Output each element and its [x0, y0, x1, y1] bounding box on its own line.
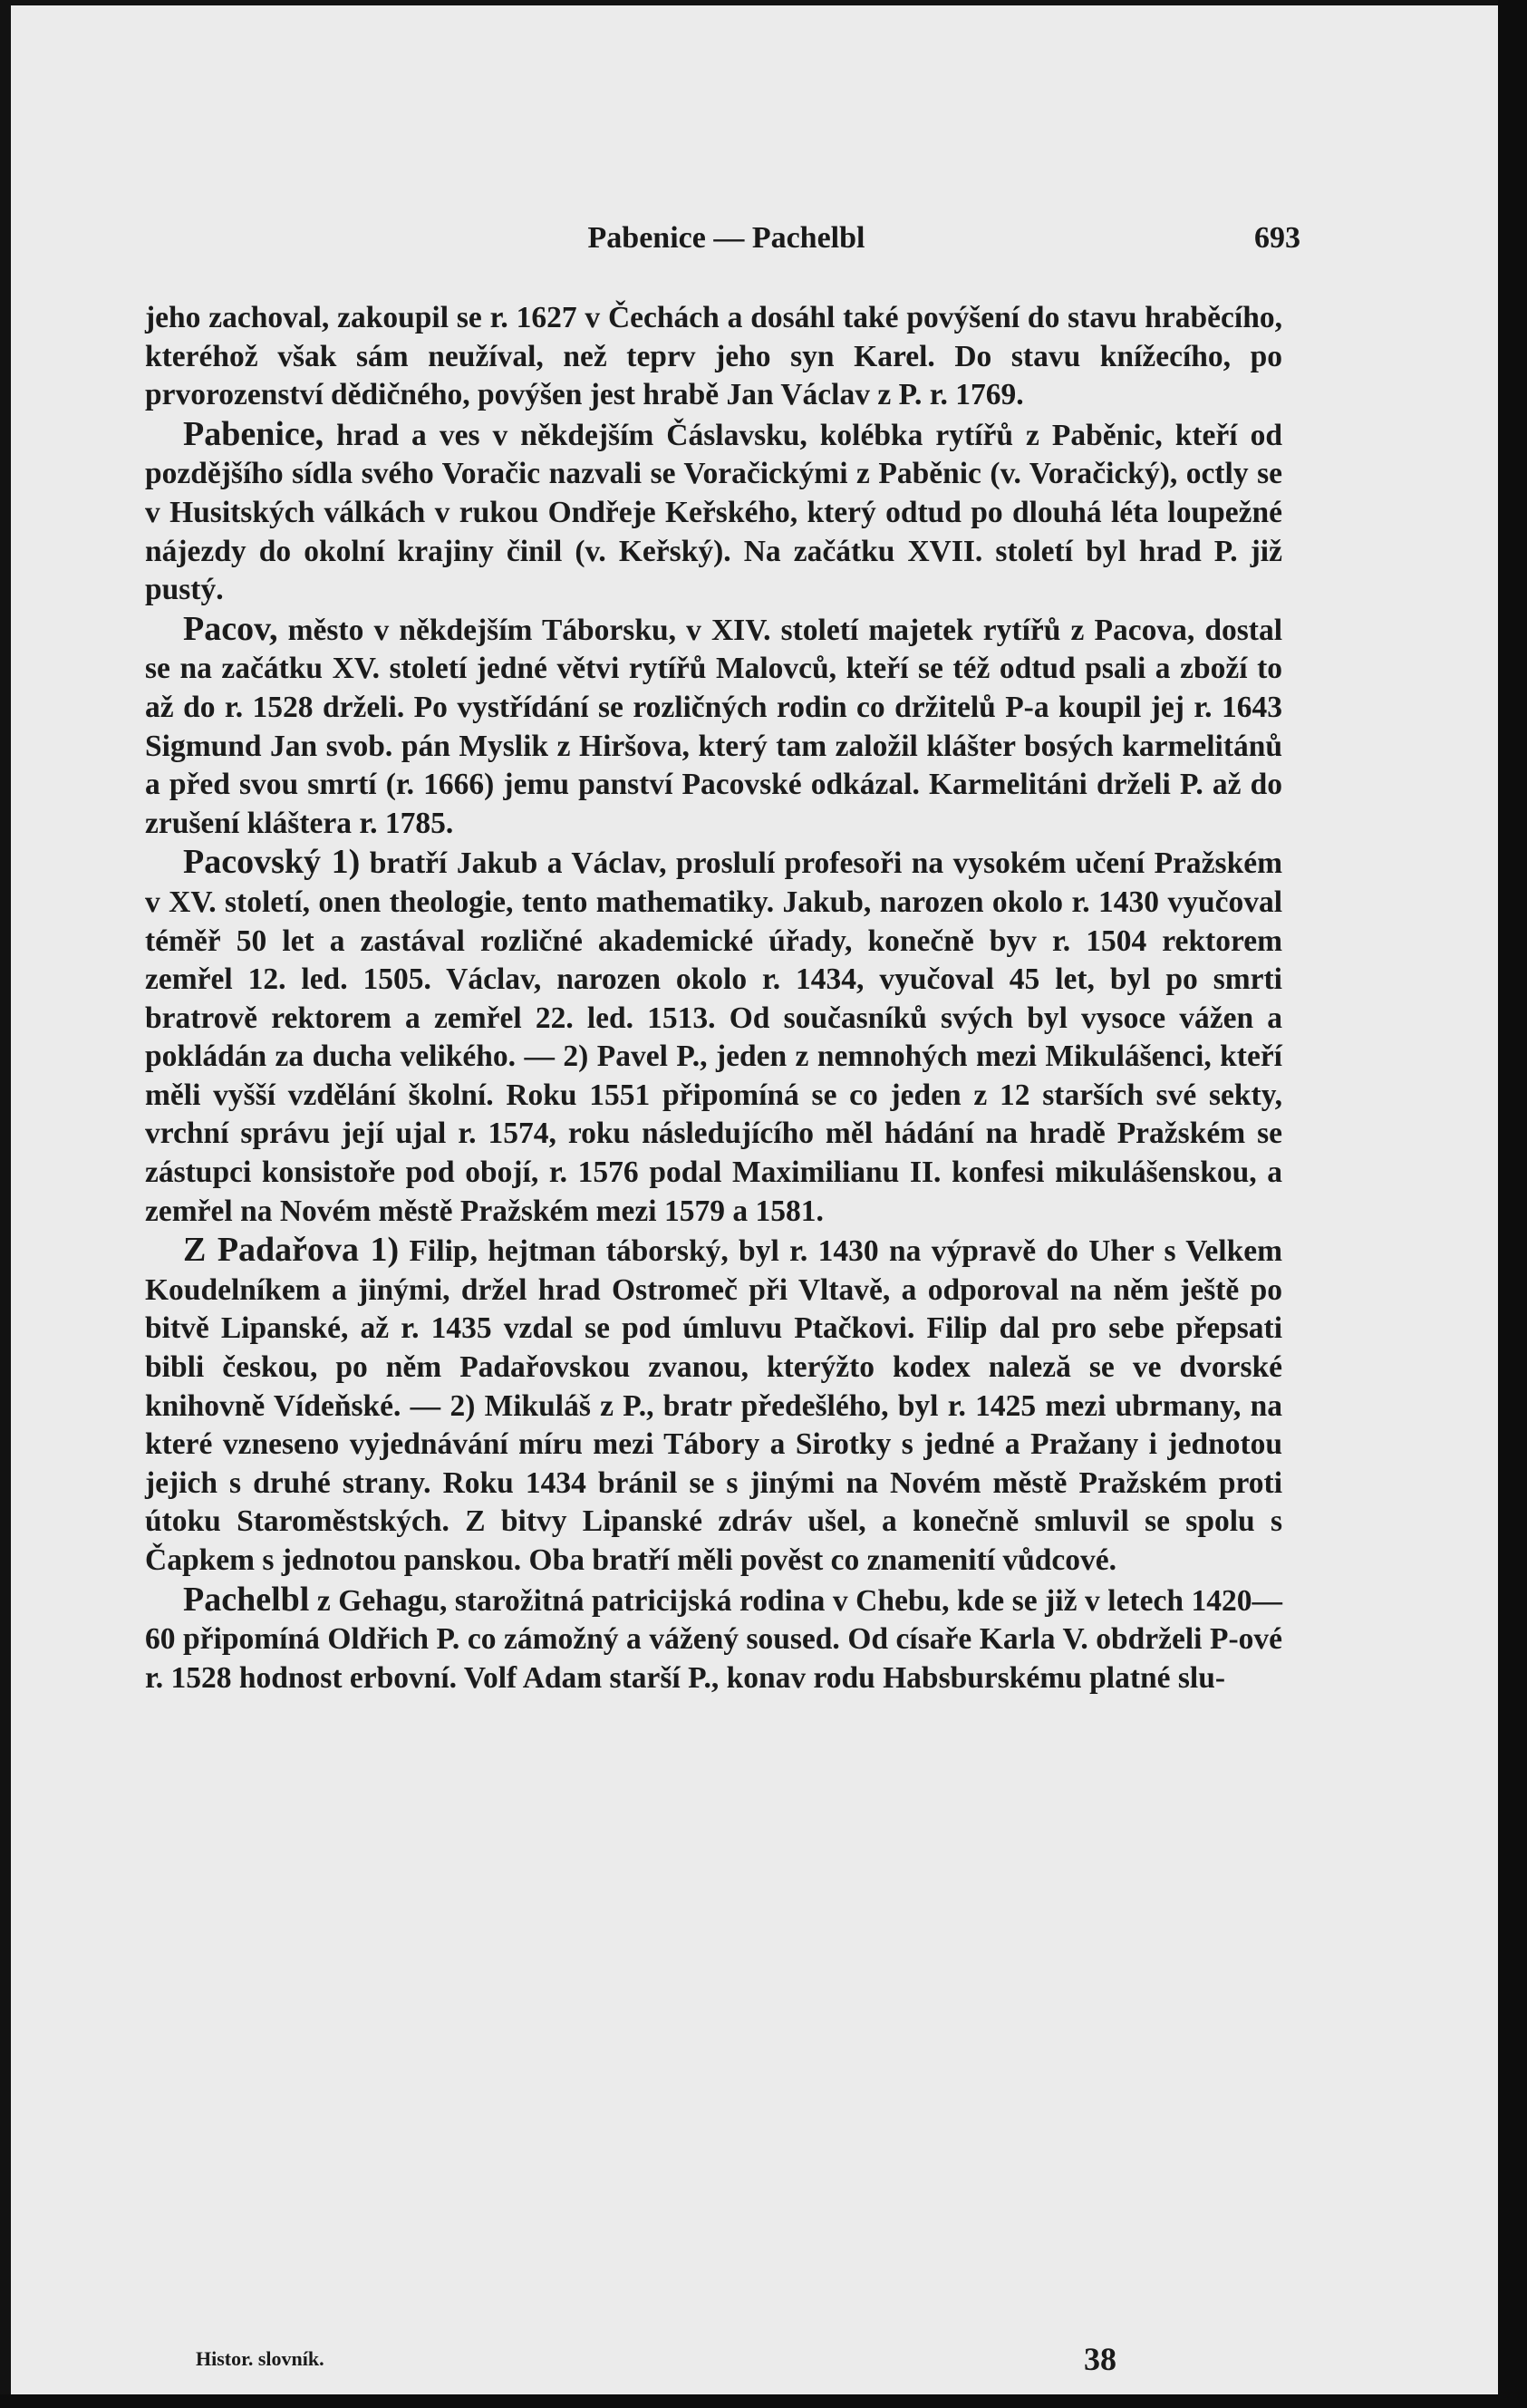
- paragraph-continuation: [145, 299, 1282, 415]
- entry-text: město v někdejším Táborsku, v XIV. století majetek rytířů z Pacova, dostal se na začátku XV. století jedné větvi rytířů Malovců, kteří se též odtud psali a zboží to až do r. 1528 drželi. Po vystřídání se rozličných rodin co držitelů P-a koupil jej r. 1643 Sigmund Jan svob. pán Myslik z Hiršova, který tam založil klášter bosých karmelitánů a před svou smrtí (r. 1666) jemu panství Pacovské odkázal. Karmelitáni drželi P. až do zrušení kláštera r. 1785.: [145, 613, 1282, 840]
- entry-headword: Pabenice,: [183, 414, 324, 453]
- page-footer: [152, 2340, 1285, 2380]
- page-number: 693: [1254, 221, 1300, 255]
- entry-headword: Pacov,: [183, 609, 278, 648]
- footer-book-title: Histor. slovník.: [196, 2347, 324, 2370]
- paragraph-text: jeho zachoval, zakoupil se r. 1627 v Čechách a dosáhl také povýšení do stavu hraběcího, kteréhož však sám neužíval, než teprv jeho syn Karel. Do stavu knížecího, po prvorozenství dědičného, povýšen jest hrabě Jan Václav z P. r. 1769.: [145, 301, 1282, 412]
- running-head-title: Pabenice — Pachelbl: [587, 221, 865, 255]
- entry-pacovsky: [145, 843, 1282, 1231]
- entry-headword: Pacovský 1): [183, 843, 361, 882]
- entry-text: Filip, hejtman táborský, byl r. 1430 na výpravě do Uher s Velkem Koudelníkem a jinými, držel hrad Ostromeč při Vltavě, a odporoval na něm ještě po bitvě Lipanské, až r. 1435 vzdal se pod úmluvu Ptačkovi. Filip dal pro sebe přepsati bibli českou, po něm Padařovskou zvanou, kterýžto kodex naleză se ve dvorské knihovně Vídeňské. — 2) Mikuláš z P., bratr předešlého, byl r. 1425 mezi ubrmany, na které vzneseno vyjednávání míru mezi Tábory a Sirotky s jedné a Pražany i jednotou jejich s druhé strany. Roku 1434 bránil se s jinými na Novém městě Pražském proti útoku Staroměstských. Z bitvy Lipanské zdráv ušel, a konečně smluvil se spolu s Čapkem s jednotou panskou. Oba bratří měli pověst co znamenití vůdcové.: [145, 1234, 1283, 1577]
- page-body: [145, 299, 1282, 1697]
- entry-pachelbl: [145, 1581, 1282, 1698]
- scan-edge-bottom: [0, 2394, 1527, 2408]
- entry-text: bratří Jakub a Václav, proslulí profesoři na vysokém učení Pražském v XV. století, onen theologie, tento mathematiky. Jakub, narozen okolo r. 1430 vyučoval téměř 50 let a zastával rozličné akademické úřady, konečně byv r. 1504 rektorem zemřel 12. led. 1505. Václav, narozen okolo r. 1434, vyučoval 45 let, byl po smrti bratrově rektorem a zemřel 22. led. 1513. Od současníků svých byl vysoce vážen a pokládán za ducha velikého. — 2) Pavel P., jeden z nemnohých mezi Mikulášenci, kteří měli vyšší vzdělání školní. Roku 1551 připomíná se co jeden z 12 starších své sekty, vrchní správu její ujal r. 1574, roku následujícího měl hádání na hradě Pražském se zástupci konsistoře pod obojí, r. 1576 podal Maximilianu II. konfesi mikulášenskou, a zemřel na Novém městě Pražském mezi 1579 a 1581.: [145, 846, 1282, 1228]
- entry-pacov: [145, 610, 1282, 844]
- entry-text: hrad a ves v někdejším Čáslavsku, kolébka rytířů z Paběnic, kteří od pozdějšího sídla svého Voračic nazvali se Voračickými z Paběnic (v. Voračický), octly se v Husitských válkách v rukou Ondřeje Keřského, který odtud po dlouhá léta loupežné nájezdy do okolní krajiny činil (v. Keřský). Na začátku XVII. století byl hrad P. již pustý.: [145, 418, 1282, 607]
- footer-signature: 38: [1084, 2341, 1116, 2377]
- entry-headword: Pachelbl: [183, 1580, 310, 1619]
- running-head: [152, 219, 1300, 259]
- entry-text: z Gehagu, starožitná patricijská rodina v Chebu, kde se již v letech 1420—60 připomíná Oldřich P. co zámožný a vážený soused. Od císaře Karla V. obdrželi P-ové r. 1528 hodnost erbovní. Volf Adam starší P., konav rodu Habsburskému platné slu-: [145, 1583, 1282, 1695]
- scan-edge-right: [1498, 0, 1527, 2408]
- entry-z-padarova: [145, 1231, 1282, 1580]
- entry-pabenice: [145, 415, 1282, 610]
- entry-headword: Z Padařova 1): [183, 1231, 400, 1270]
